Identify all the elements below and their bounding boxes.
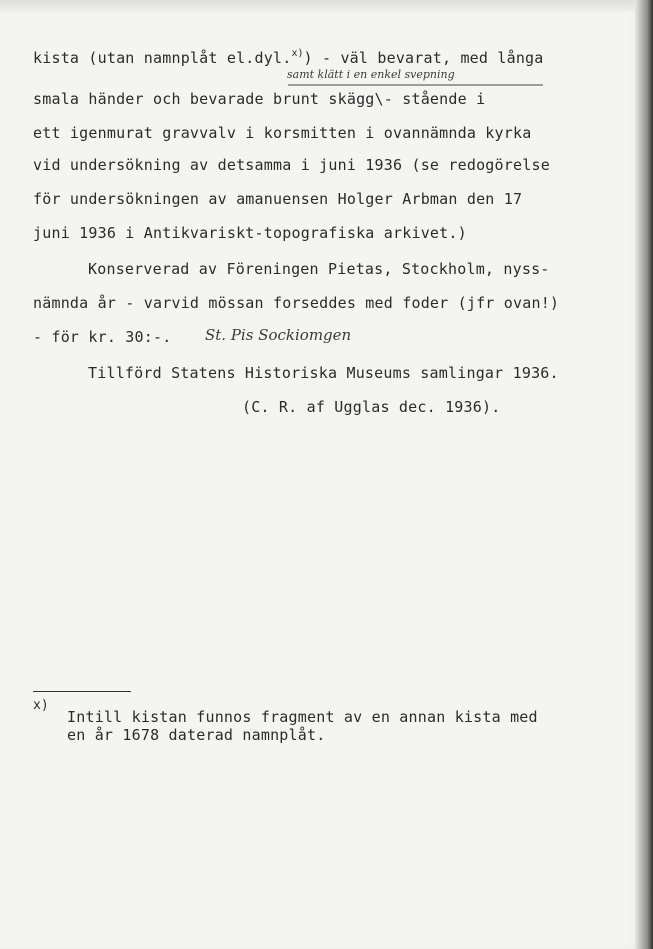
signature-line: (C. R. af Ugglas dec. 1936). [242,398,501,416]
text-line-9: - för kr. 30:-. [33,328,172,346]
text-line-6: juni 1936 i Antikvariskt-topografiska arkivet.) [33,224,467,242]
footnote-separator [33,691,131,692]
text-line-10: Tillförd Statens Historiska Museums samlingar 1936. [88,364,559,382]
footnote-reference: x) [291,48,304,59]
text-line-4: vid undersökning av detsamma i juni 1936 (se redogörelse [33,156,550,174]
footnote-line-2: en år 1678 daterad namnplåt. [67,726,326,744]
text-line-1: kista (utan namnplåt el.dyl.$^{x)}$) - väl bevarat, med långa [33,48,544,67]
handwritten-insertion: samt klätt i en enkel svepning [287,68,455,81]
page-top-edge [0,0,653,14]
handwritten-note: St. Pis Sockiomgen [205,326,352,344]
text-line-3: ett igenmurat gravvalv i korsmitten i ovannämnda kyrka [33,124,532,142]
page-right-edge [635,0,653,949]
text-line-8: nämnda år - varvid mössan forseddes med foder (jfr ovan!) [33,294,560,312]
insertion-underline [288,82,543,88]
footnote-mark: x) [33,698,49,713]
text-line-7: Konserverad av Föreningen Pietas, Stockholm, nyss- [88,260,550,278]
text-line-5: för undersökningen av amanuensen Holger Arbman den 17 [33,190,523,208]
footnote-line-1: Intill kistan funnos fragment av en annan kista med [67,708,538,726]
text-line-2: smala händer och bevarade brunt skägg\- stående i [33,90,486,108]
